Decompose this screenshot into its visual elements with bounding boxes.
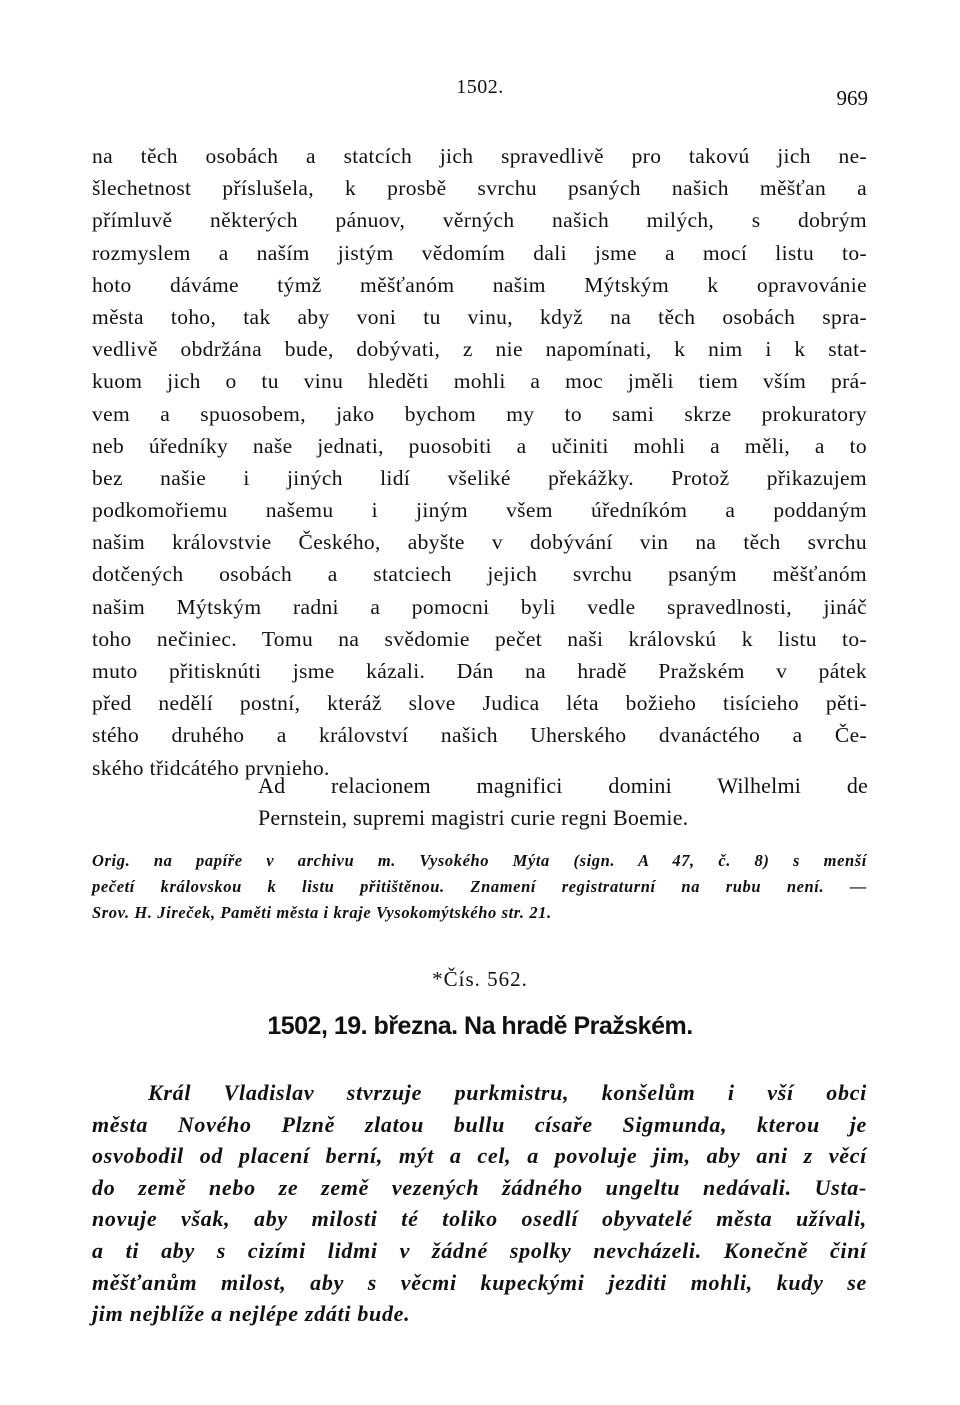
regest-line: Král Vladislav stvrzuje purkmistru, konšelům i vší obci <box>148 1080 867 1105</box>
body-line: kuom jich o tu vinu hleděti mohli a moc jměli tiem vším prá- <box>92 369 867 394</box>
regest-line: do země nebo ze země vezených žádného ungeltu nedávali. Usta- <box>92 1174 867 1200</box>
running-header-year: 1502. <box>456 76 504 98</box>
body-line: přímluvě některých pánuov, věrných našich milých, s dobrým <box>92 208 867 233</box>
body-line: rozmyslem a naším jistým vědomím dali jsme a mocí listu to- <box>92 240 867 265</box>
body-line: ského třidcátého prvnieho. <box>92 755 330 780</box>
body-line: na těch osobách a statcích jich spravedlivě pro takovú jich ne- <box>92 144 867 168</box>
body-line: dotčených osobách a statciech jejich svrchu psaným měšťanóm <box>92 562 867 587</box>
note-line: Srov. H. Jireček, Paměti města i kraje Vysokomýtského str. 21. <box>92 903 552 922</box>
regest-line: novuje však, aby milosti té toliko osedlí obyvatelé města užívali, <box>92 1206 867 1232</box>
body-line: našim královstvie Českého, abyšte v dobývání vin na těch svrchu <box>92 530 867 555</box>
body-line: vem a spuosobem, jako bychom my to sami skrze prokuratory <box>92 401 867 426</box>
regest-line: jim nejblíže a nejlépe zdáti bude. <box>92 1301 411 1327</box>
body-line: hoto dáváme týmž měšťanóm našim Mýtským k opravovánie <box>92 272 867 297</box>
body-line: neb úředníky naše jednati, puosobiti a učiniti mohli a měli, a to <box>92 433 867 458</box>
regest-line: města Nového Plzně zlatou bullu císaře Sigmunda, kterou je <box>92 1111 867 1137</box>
body-line: šlechetnost příslušela, k prosbě svrchu psaných našich měšťan a <box>92 176 867 201</box>
note-line: pečetí královskou k listu přitištěnou. Znamení registraturní na rubu není. — <box>92 877 867 896</box>
document-date-heading: 1502, 19. března. Na hradě Pražském. <box>267 1012 693 1040</box>
page-number: 969 <box>836 86 868 110</box>
note-line: Orig. na papíře v archivu m. Vysokého Mýta (sign. A 47, č. 8) s menší <box>92 851 867 870</box>
attestation-line: Pernstein, supremi magistri curie regni Boemie. <box>258 805 689 831</box>
body-line: našim Mýtským radni a pomocni byli vedle spravedlnosti, jináč <box>92 594 867 619</box>
regest-line: osvobodil od placení berní, mýt a cel, a povoluje jim, aby ani z věcí <box>92 1143 867 1169</box>
regest-summary <box>92 1077 867 1330</box>
body-line: vedlivě obdržána bude, dobývati, z nie napomínati, k nim i k stat- <box>92 337 867 362</box>
regest-line: a ti aby s cizími lidmi v žádné spolky nevcházeli. Konečně činí <box>92 1237 867 1263</box>
regest-line: měšťanům milost, aby s věcmi kupeckými jezditi mohli, kudy se <box>92 1269 867 1295</box>
body-line: před nedělí postní, kteráž slove Judica léta božieho tisícieho pěti- <box>92 691 867 716</box>
attestation-line: Ad relacionem magnifici domini Wilhelmi de <box>258 773 868 798</box>
body-line: stého druhého a království našich Uherského dvanáctého a Če- <box>92 723 867 748</box>
body-line: bez našie i jiných lidí všeliké překážky. Protož přikazujem <box>92 465 867 490</box>
document-number: *Čís. 562. <box>432 967 528 991</box>
document-body-text <box>92 140 867 784</box>
body-line: muto přitisknúti jsme kázali. Dán na hradě Pražském v pátek <box>92 659 867 683</box>
archival-note <box>92 848 867 926</box>
body-line: toho nečiniec. Tomu na svědomie pečet naši královskú k listu to- <box>92 626 867 651</box>
body-line: podkomořiemu našemu i jiným všem úředníkóm a poddaným <box>92 498 867 523</box>
relation-attestation <box>258 770 868 834</box>
body-line: města toho, tak aby voni tu vinu, když na těch osobách spra- <box>92 304 867 329</box>
